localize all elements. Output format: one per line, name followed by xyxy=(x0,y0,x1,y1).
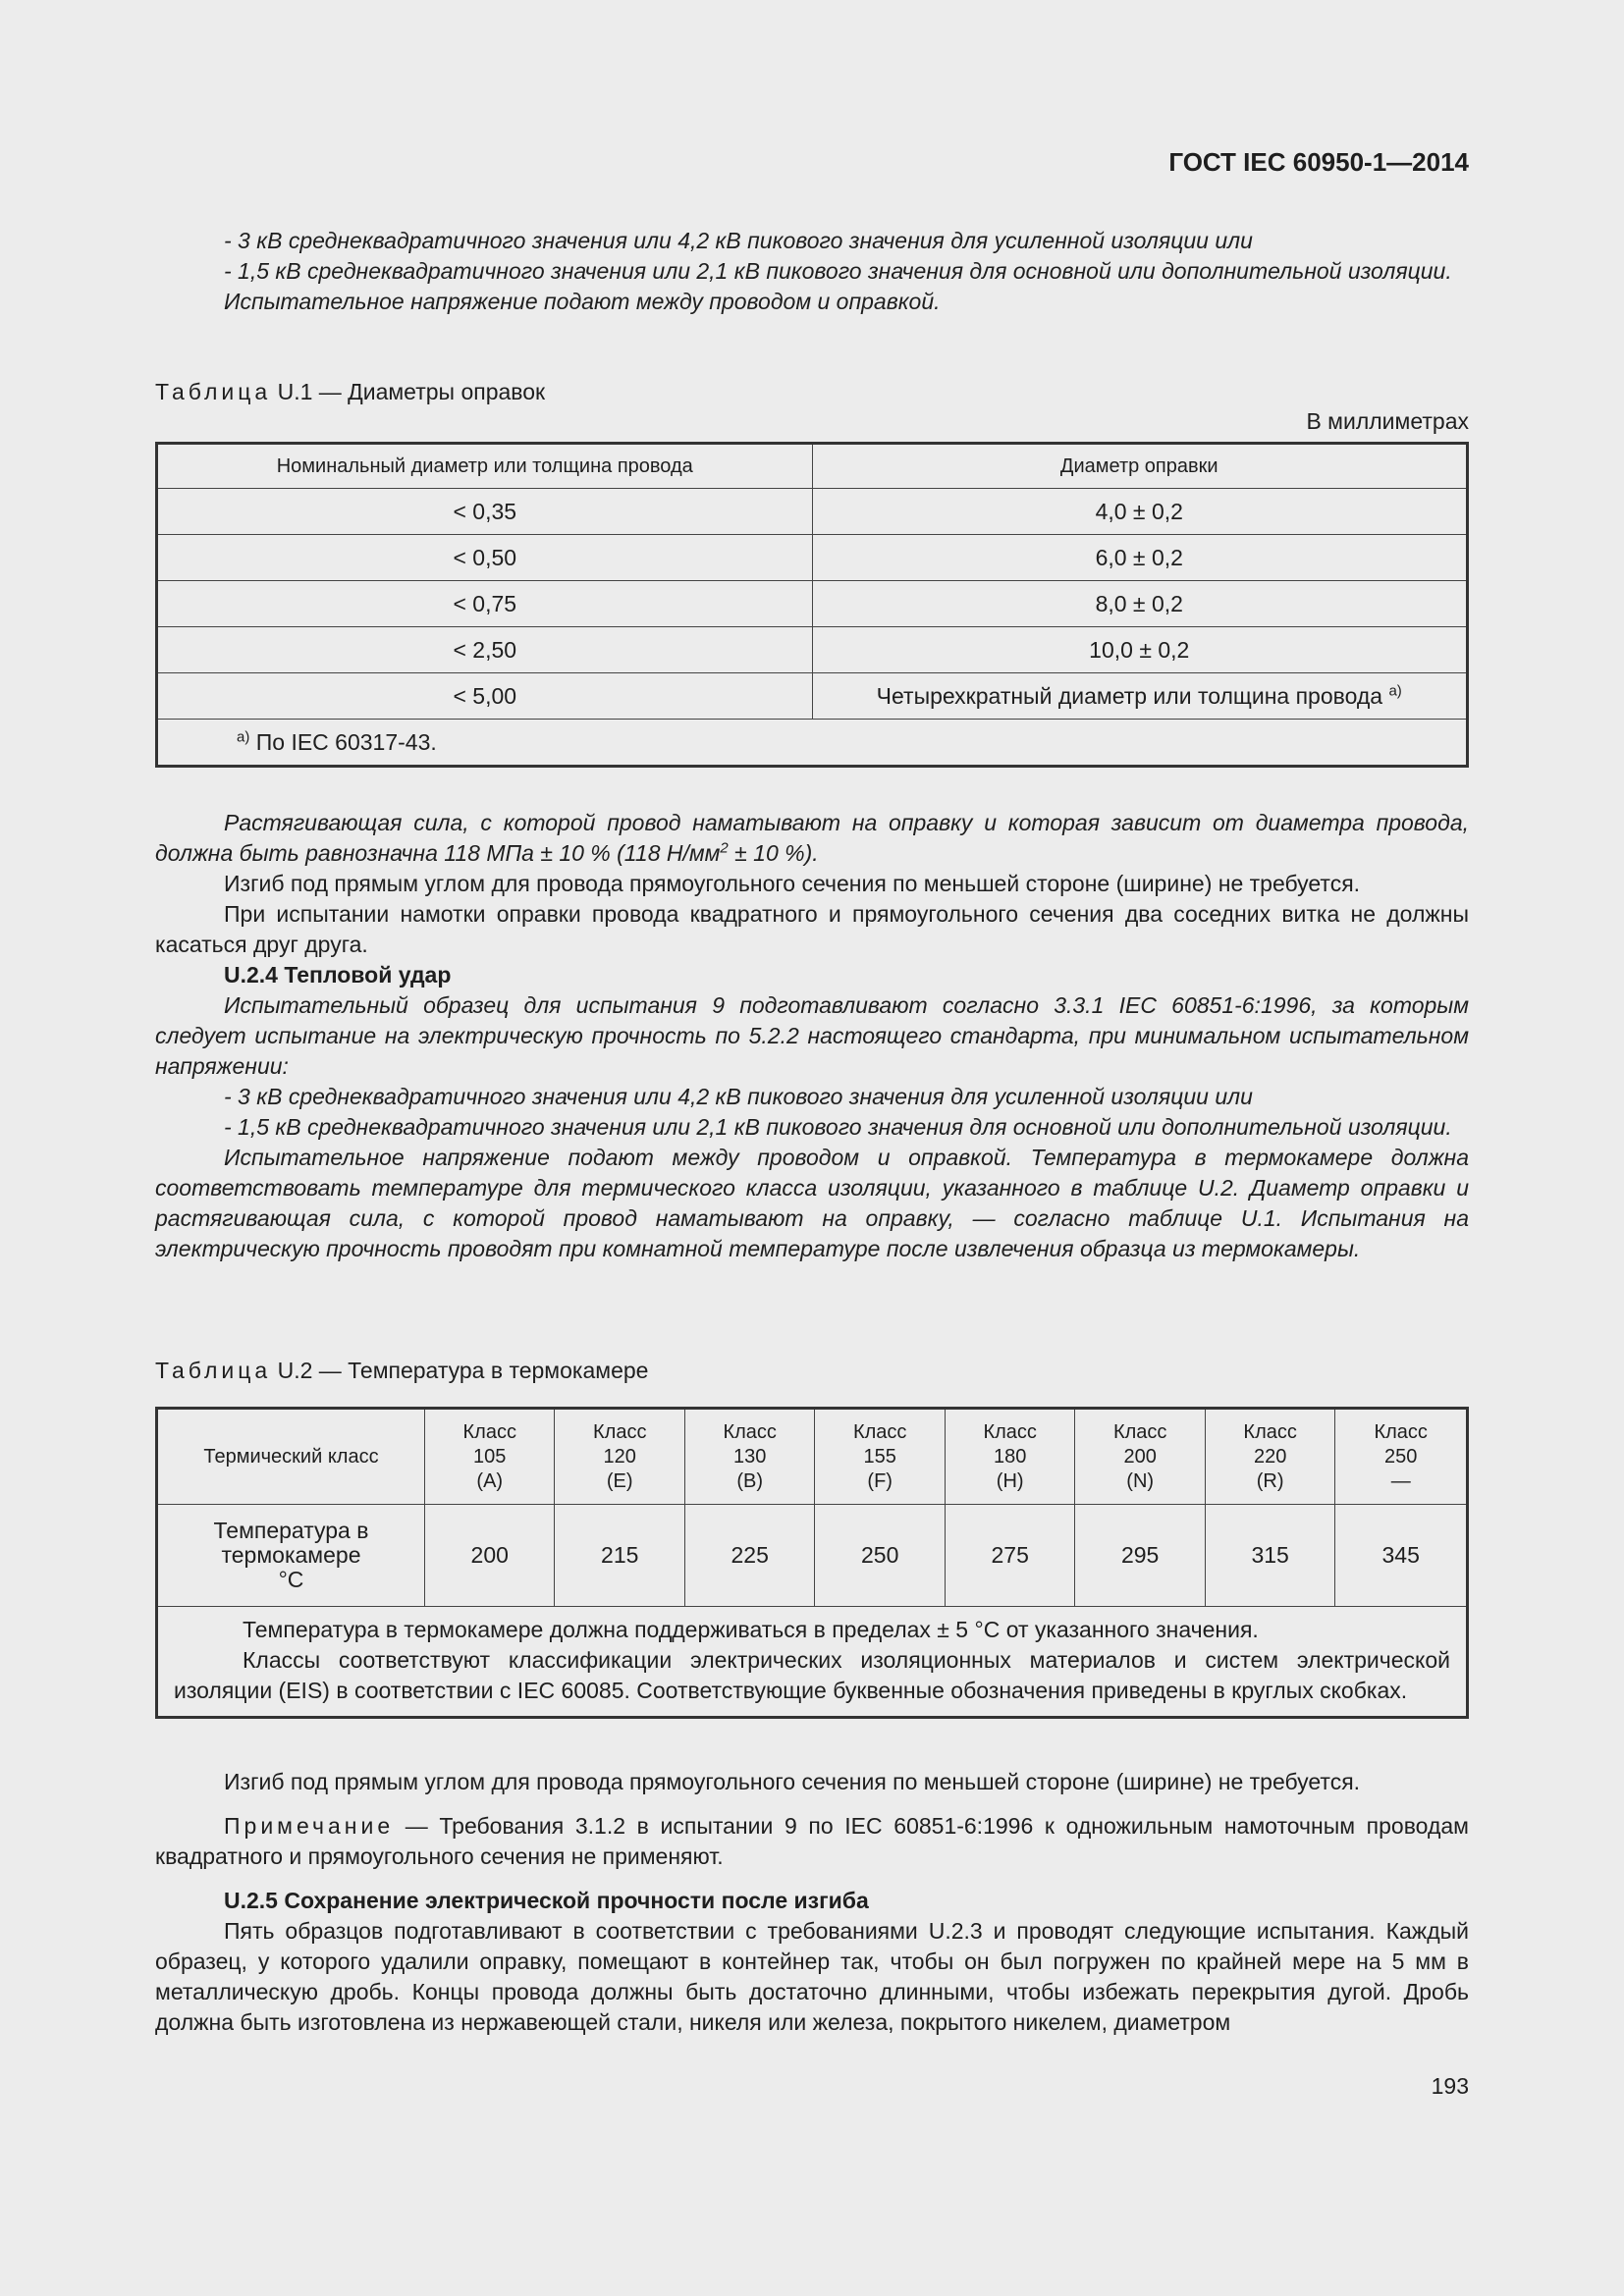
class-letter: (F) xyxy=(867,1469,893,1492)
table2-class-cell xyxy=(684,1409,814,1505)
table1-caption-prefix: Таблица xyxy=(155,379,272,404)
table1-footnote-row xyxy=(157,720,1468,767)
class-number: 105 xyxy=(473,1445,507,1468)
note-label: Примечание xyxy=(224,1813,395,1839)
row-header-line: Температура в xyxy=(213,1518,369,1543)
table1-unit: В миллиметрах xyxy=(1306,408,1469,434)
table1-cell: < 5,00 xyxy=(157,673,813,720)
class-number: 155 xyxy=(863,1445,896,1468)
table1-footnote xyxy=(157,720,1468,767)
table1-header-cell: Номинальный диаметр или толщина провода xyxy=(157,444,813,489)
class-label: Класс xyxy=(723,1420,777,1443)
footnote-ref: а) xyxy=(1388,681,1402,699)
table-row xyxy=(157,489,1468,535)
table-row xyxy=(157,627,1468,673)
table2-caption-prefix: Таблица xyxy=(155,1358,272,1383)
intro-line-2: - 1,5 кВ среднеквадратичного значения или 2,1 кВ пикового значения для основной или дополнительной изоляции. xyxy=(224,258,1452,284)
table1-header-cell: Диаметр оправки xyxy=(812,444,1468,489)
table1 xyxy=(155,442,1469,768)
table2-caption xyxy=(155,1356,1469,1386)
document-code-header: ГОСТ IEC 60950-1—2014 xyxy=(1168,147,1469,177)
paragraph-test-voltage: Испытательное напряжение подают между проводом и оправкой. Температура в термокамере должна соответствовать температуре для термического класса изоляции, указанного в таблице U.2. Диаметр оправки и растягивающая сила, с которой провод наматывают на оправку, — согласно таблице U.1. Испытания на электрическую прочность проводят при комнатной температуре после извлечения образца из термокамеры. xyxy=(155,1145,1469,1261)
table1-cell: 6,0 ± 0,2 xyxy=(812,535,1468,581)
body-block-1 xyxy=(155,808,1469,1264)
table-row xyxy=(157,581,1468,627)
row-header-line: °С xyxy=(278,1567,304,1592)
table2 xyxy=(155,1407,1469,1719)
table-row xyxy=(157,673,1468,720)
table2-temp-cell: 215 xyxy=(555,1505,684,1607)
page-number: 193 xyxy=(1431,2073,1469,2099)
table2-note xyxy=(157,1607,1468,1718)
footnote-text: По IEC 60317-43. xyxy=(249,728,437,755)
class-number: 250 xyxy=(1384,1445,1418,1468)
table1-cell: < 0,35 xyxy=(157,489,813,535)
class-number: 180 xyxy=(993,1445,1027,1468)
table1-cell: < 2,50 xyxy=(157,627,813,673)
class-label: Класс xyxy=(1374,1420,1428,1443)
table2-class-cell xyxy=(1075,1409,1205,1505)
class-label: Класс xyxy=(1243,1420,1297,1443)
table2-class-cell xyxy=(425,1409,555,1505)
table2-temp-cell: 275 xyxy=(945,1505,1074,1607)
table1-cell: 8,0 ± 0,2 xyxy=(812,581,1468,627)
table2-row-header xyxy=(157,1505,425,1607)
class-label: Класс xyxy=(593,1420,647,1443)
table2-class-cell xyxy=(945,1409,1074,1505)
intro-line-3: Испытательное напряжение подают между проводом и оправкой. xyxy=(224,289,941,314)
table2-row-header: Термический класс xyxy=(157,1409,425,1505)
table2-note-row xyxy=(157,1607,1468,1718)
table1-cell: 10,0 ± 0,2 xyxy=(812,627,1468,673)
table2-temp-cell: 250 xyxy=(815,1505,945,1607)
class-letter: (R) xyxy=(1256,1469,1284,1492)
table2-class-cell xyxy=(555,1409,684,1505)
table2-temp-row xyxy=(157,1505,1468,1607)
paragraph-text: ± 10 %). xyxy=(728,840,819,866)
class-number: 220 xyxy=(1253,1445,1287,1468)
paragraph-test-sample: Испытательный образец для испытания 9 подготавливают согласно 3.3.1 IEC 60851-6:1996, за которым следует испытание на электрическую прочность по 5.2.2 настоящего стандарта, при минимальном испытательном напряжении: xyxy=(155,992,1469,1079)
superscript: 2 xyxy=(720,839,729,857)
table2-class-cell xyxy=(1205,1409,1334,1505)
paragraph-five-samples: Пять образцов подготавливают в соответствии с требованиями U.2.3 и проводят следующие испытания. Каждый образец, у которого удалили оправку, помещают в контейнер так, чтобы он был погружен по крайней мере на 5 мм в металлическую дробь. Концы провода должны быть достаточно длинными, чтобы избежать перекрытия дугой. Дробь должна быть изготовлена из нержавеющей стали, никеля или железа, покрытого никелем, диаметром xyxy=(155,1918,1469,2035)
table2-note-1: Температура в термокамере должна поддерживаться в пределах ± 5 °С от указанного значения. xyxy=(243,1617,1259,1642)
table1-cell: < 0,50 xyxy=(157,535,813,581)
class-letter: — xyxy=(1390,1469,1411,1492)
class-number: 130 xyxy=(733,1445,767,1468)
table1-cell: 4,0 ± 0,2 xyxy=(812,489,1468,535)
class-number: 200 xyxy=(1123,1445,1157,1468)
footnote-mark: а) xyxy=(237,727,250,745)
class-number: 120 xyxy=(603,1445,636,1468)
table1-cell: < 0,75 xyxy=(157,581,813,627)
class-label: Класс xyxy=(852,1420,907,1443)
class-label: Класс xyxy=(1112,1420,1167,1443)
table1-cell-text: Четырехкратный диаметр или толщина провода xyxy=(876,682,1383,709)
paragraph-voltage-2: - 1,5 кВ среднеквадратичного значения или 2,1 кВ пикового значения для основной или дополнительной изоляции. xyxy=(224,1114,1452,1140)
table2-temp-cell: 295 xyxy=(1075,1505,1205,1607)
table2-note-2: Классы соответствуют классификации электрических изоляционных материалов и систем электрической изоляции (EIS) в соответствии с IEC 60085. Соответствующие буквенные обозначения приведены в круглых скобках. xyxy=(174,1647,1450,1703)
note-paragraph xyxy=(155,1811,1469,1872)
paragraph-bend-2: Изгиб под прямым углом для провода прямоугольного сечения по меньшей стороне (ширине) не требуется. xyxy=(224,1769,1361,1794)
table2-class-cell xyxy=(815,1409,945,1505)
row-header-line: термокамере xyxy=(221,1542,361,1568)
table1-caption-text: U.1 — Диаметры оправок xyxy=(271,379,546,404)
class-letter: (B) xyxy=(736,1469,764,1492)
table2-temp-cell: 345 xyxy=(1335,1505,1468,1607)
table2-class-cell xyxy=(1335,1409,1468,1505)
class-letter: (A) xyxy=(476,1469,504,1492)
class-label: Класс xyxy=(983,1420,1037,1443)
table-row xyxy=(157,535,1468,581)
table2-caption-text: U.2 — Температура в термокамере xyxy=(271,1358,649,1383)
section-heading-u25: U.2.5 Сохранение электрической прочности после изгиба xyxy=(224,1888,869,1913)
table1-caption xyxy=(155,377,1469,407)
paragraph-voltage-1: - 3 кВ среднеквадратичного значения или 4,2 кВ пикового значения для усиленной изоляции или xyxy=(224,1084,1253,1109)
intro-line-1: - 3 кВ среднеквадратичного значения или 4,2 кВ пикового значения для усиленной изоляции или xyxy=(224,228,1253,253)
table2-temp-cell: 200 xyxy=(425,1505,555,1607)
table2-temp-cell: 315 xyxy=(1205,1505,1334,1607)
section-heading-u24: U.2.4 Тепловой удар xyxy=(224,962,452,988)
note-text: — Требования 3.1.2 в испытании 9 по IEC 60851-6:1996 к одножильным намоточным проводам квадратного и прямоугольного сечения не применяют. xyxy=(155,1813,1469,1869)
class-letter: (N) xyxy=(1126,1469,1155,1492)
class-label: Класс xyxy=(462,1420,516,1443)
intro-block xyxy=(155,226,1469,317)
body-block-2 xyxy=(155,1767,1469,2038)
paragraph-bend: Изгиб под прямым углом для провода прямоугольного сечения по меньшей стороне (ширине) не требуется. xyxy=(224,871,1361,896)
class-letter: (E) xyxy=(606,1469,633,1492)
paragraph-tension-force xyxy=(155,808,1469,869)
table1-cell xyxy=(812,673,1468,720)
paragraph-text: Растягивающая сила, с которой провод наматывают на оправку и которая зависит от диаметра провода, должна быть равнозначна 118 МПа ± 10 % (118 Н/мм xyxy=(155,810,1469,866)
table2-class-row xyxy=(157,1409,1468,1505)
paragraph-winding: При испытании намотки оправки провода квадратного и прямоугольного сечения два соседних витка не должны касаться друг друга. xyxy=(155,901,1469,957)
class-letter: (H) xyxy=(996,1469,1024,1492)
table1-header-row xyxy=(157,444,1468,489)
table2-temp-cell: 225 xyxy=(684,1505,814,1607)
